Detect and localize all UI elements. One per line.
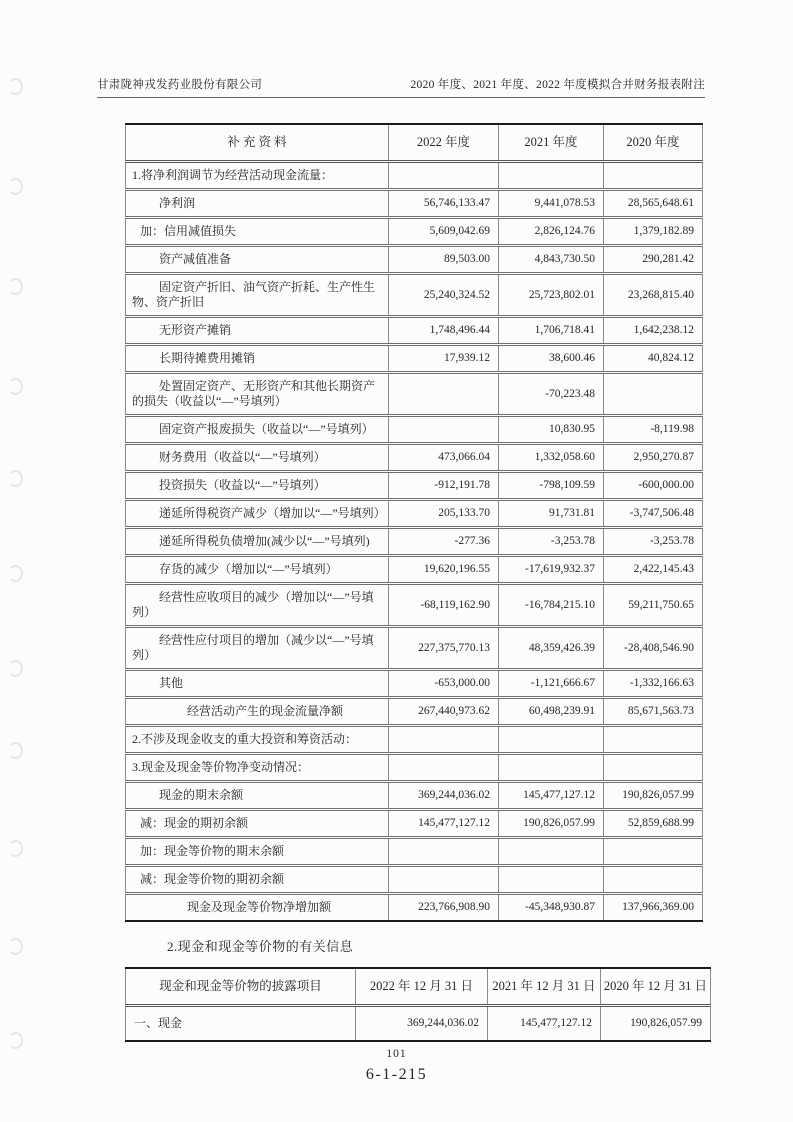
header-date-2021: 2021 年 12 月 31 日: [488, 968, 601, 1006]
row-label: 1.将净利润调节为经营活动现金流量：: [126, 162, 389, 190]
header-date-2022: 2022 年 12 月 31 日: [356, 968, 488, 1006]
value-2021: 91,731.81: [499, 500, 604, 528]
value-2020: 190,826,057.99: [601, 1006, 711, 1042]
value-2021: -3,253.78: [499, 528, 604, 556]
value-2022: -912,191.78: [389, 472, 499, 500]
value-2020: 290,281.42: [604, 246, 703, 274]
value-2022: 227,375,770.13: [389, 627, 499, 670]
value-2020: [604, 726, 703, 754]
header-date-2020: 2020 年 12 月 31 日: [601, 968, 711, 1006]
table-row: [126, 1006, 711, 1042]
table-row: [126, 416, 703, 444]
value-2022: 89,503.00: [389, 246, 499, 274]
value-2021: -16,784,215.10: [499, 584, 604, 627]
scan-artifact: [8, 470, 23, 487]
table-row: [126, 627, 703, 670]
value-2020: 1,642,238.12: [604, 317, 703, 345]
value-2022: -68,119,162.90: [389, 584, 499, 627]
value-2020: 2,422,145.43: [604, 556, 703, 584]
value-2021: 145,477,127.12: [488, 1006, 601, 1042]
value-2021: 38,600.46: [499, 345, 604, 373]
value-2022: [389, 416, 499, 444]
value-2022: 369,244,036.02: [389, 782, 499, 810]
supplementary-info-table: [125, 123, 703, 922]
value-2020: 1,379,182.89: [604, 218, 703, 246]
report-title: 2020 年度、2021 年度、2022 年度模拟合并财务报表附注: [410, 79, 705, 91]
table-row: [126, 528, 703, 556]
page-footer: [0, 1048, 793, 1084]
row-label: 投资损失（收益以“—”号填列）: [126, 472, 389, 500]
row-label: 其他: [126, 670, 389, 698]
row-label: 加：信用减值损失: [126, 218, 389, 246]
scan-artifact: [8, 938, 23, 955]
value-2021: 4,843,730.50: [499, 246, 604, 274]
row-label: 长期待摊费用摊销: [126, 345, 389, 373]
value-2020: -3,747,506.48: [604, 500, 703, 528]
row-label: 经营性应收项目的减少（增加以“—”号填列）: [126, 584, 389, 627]
value-2022: [389, 726, 499, 754]
page-header: [97, 76, 705, 98]
value-2020: 40,824.12: [604, 345, 703, 373]
row-label: 经营性应付项目的增加（减少以“—”号填列）: [126, 627, 389, 670]
page-content: [125, 123, 711, 1042]
row-label: 净利润: [126, 190, 389, 218]
table-header-row: [126, 124, 703, 162]
row-label: 3.现金及现金等价物净变动情况：: [126, 754, 389, 782]
value-2020: 137,966,369.00: [604, 894, 703, 922]
row-label: 减：现金等价物的期初余额: [126, 866, 389, 894]
document-number: 6-1-215: [365, 1066, 428, 1083]
scan-artifact: [8, 840, 23, 857]
table-row: [126, 373, 703, 416]
row-label: 加：现金等价物的期末余额: [126, 838, 389, 866]
table-row: [126, 810, 703, 838]
value-2021: -70,223.48: [499, 373, 604, 416]
value-2022: 56,746,133.47: [389, 190, 499, 218]
table-row: [126, 444, 703, 472]
header-disclosure-label: 现金和现金等价物的披露项目: [126, 968, 356, 1006]
scan-artifact: [8, 278, 23, 295]
row-label: 递延所得税负债增加(减少以“—”号填列): [126, 528, 389, 556]
value-2021: 145,477,127.12: [499, 782, 604, 810]
table-row: [126, 584, 703, 627]
value-2022: 223,766,908.90: [389, 894, 499, 922]
value-2020: [604, 162, 703, 190]
table-row: [126, 698, 703, 726]
value-2020: 2,950,270.87: [604, 444, 703, 472]
value-2020: -3,253.78: [604, 528, 703, 556]
row-label: 无形资产摊销: [126, 317, 389, 345]
value-2022: -653,000.00: [389, 670, 499, 698]
value-2022: [389, 162, 499, 190]
value-2022: 25,240,324.52: [389, 274, 499, 317]
value-2020: [604, 838, 703, 866]
table-row: [126, 726, 703, 754]
table-row: [126, 218, 703, 246]
value-2021: [499, 726, 604, 754]
row-label: 现金的期末余额: [126, 782, 389, 810]
row-label: 一、现金: [126, 1006, 356, 1042]
value-2021: 25,723,802.01: [499, 274, 604, 317]
table-row: [126, 162, 703, 190]
table-row: [126, 556, 703, 584]
value-2020: 190,826,057.99: [604, 782, 703, 810]
row-label: 减：现金的期初余额: [126, 810, 389, 838]
row-label: 递延所得税资产减少（增加以“—”号填列）: [126, 500, 389, 528]
row-label: 固定资产报废损失（收益以“—”号填列）: [126, 416, 389, 444]
table-row: [126, 838, 703, 866]
value-2022: 145,477,127.12: [389, 810, 499, 838]
value-2022: 473,066.04: [389, 444, 499, 472]
company-name: 甘肃陇神戎发药业股份有限公司: [97, 79, 263, 91]
value-2021: 2,826,124.76: [499, 218, 604, 246]
value-2021: -798,109.59: [499, 472, 604, 500]
row-label: 处置固定资产、无形资产和其他长期资产的损失（收益以“—”号填列）: [126, 373, 389, 416]
row-label: 固定资产折旧、油气资产折耗、生产性生物、资产折旧: [126, 274, 389, 317]
table-row: [126, 500, 703, 528]
value-2021: 60,498,239.91: [499, 698, 604, 726]
table-row: [126, 246, 703, 274]
row-label: 财务费用（收益以“—”号填列）: [126, 444, 389, 472]
header-year-2020: 2020 年度: [604, 124, 703, 162]
value-2022: [389, 754, 499, 782]
value-2022: 1,748,496.44: [389, 317, 499, 345]
value-2020: -8,119.98: [604, 416, 703, 444]
value-2021: -17,619,932.37: [499, 556, 604, 584]
table-header-row: [126, 968, 711, 1006]
row-label: 资产减值准备: [126, 246, 389, 274]
value-2022: [389, 838, 499, 866]
value-2020: [604, 866, 703, 894]
value-2020: 52,859,688.99: [604, 810, 703, 838]
value-2021: -45,348,930.87: [499, 894, 604, 922]
table-row: [126, 754, 703, 782]
value-2022: 267,440,973.62: [389, 698, 499, 726]
header-supplement-label: 补 充 资 料: [126, 124, 389, 162]
value-2022: -277.36: [389, 528, 499, 556]
table-row: [126, 472, 703, 500]
table-row: [126, 670, 703, 698]
table-row: [126, 782, 703, 810]
value-2022: [389, 866, 499, 894]
scan-artifact: [8, 660, 23, 677]
scan-artifact: [8, 378, 23, 395]
value-2022: 5,609,042.69: [389, 218, 499, 246]
table-row: [126, 274, 703, 317]
value-2021: 10,830.95: [499, 416, 604, 444]
scan-artifact: [8, 742, 23, 759]
value-2020: -28,408,546.90: [604, 627, 703, 670]
value-2021: 9,441,078.53: [499, 190, 604, 218]
value-2021: 1,332,058.60: [499, 444, 604, 472]
row-label: 存货的减少（增加以“—”号填列）: [126, 556, 389, 584]
value-2021: 48,359,426.39: [499, 627, 604, 670]
value-2021: [499, 838, 604, 866]
header-year-2022: 2022 年度: [389, 124, 499, 162]
scan-artifact: [8, 565, 23, 582]
value-2020: -600,000.00: [604, 472, 703, 500]
scan-artifact: [8, 178, 23, 195]
value-2021: [499, 162, 604, 190]
table-row: [126, 866, 703, 894]
scan-artifact: [8, 1032, 23, 1049]
value-2020: 23,268,815.40: [604, 274, 703, 317]
scan-artifact: [8, 78, 23, 95]
value-2020: [604, 373, 703, 416]
value-2021: [499, 754, 604, 782]
value-2021: [499, 866, 604, 894]
value-2020: 59,211,750.65: [604, 584, 703, 627]
row-label: 经营活动产生的现金流量净额: [126, 698, 389, 726]
header-year-2021: 2021 年度: [499, 124, 604, 162]
value-2022: 369,244,036.02: [356, 1006, 488, 1042]
value-2022: [389, 373, 499, 416]
value-2021: 190,826,057.99: [499, 810, 604, 838]
value-2020: [604, 754, 703, 782]
table-row: [126, 190, 703, 218]
page-number: 101: [386, 1048, 407, 1060]
row-label: 现金及现金等价物净增加额: [126, 894, 389, 922]
value-2022: 17,939.12: [389, 345, 499, 373]
value-2021: 1,706,718.41: [499, 317, 604, 345]
value-2020: 85,671,563.73: [604, 698, 703, 726]
cash-equivalents-table: [125, 967, 711, 1042]
row-label: 2.不涉及现金收支的重大投资和筹资活动：: [126, 726, 389, 754]
value-2021: -1,121,666.67: [499, 670, 604, 698]
table-row: [126, 894, 703, 922]
value-2022: 19,620,196.55: [389, 556, 499, 584]
table-row: [126, 345, 703, 373]
value-2020: 28,565,648.61: [604, 190, 703, 218]
section-heading: 2.现金和现金等价物的有关信息: [167, 939, 354, 954]
value-2020: -1,332,166.63: [604, 670, 703, 698]
value-2022: 205,133.70: [389, 500, 499, 528]
table-row: [126, 317, 703, 345]
